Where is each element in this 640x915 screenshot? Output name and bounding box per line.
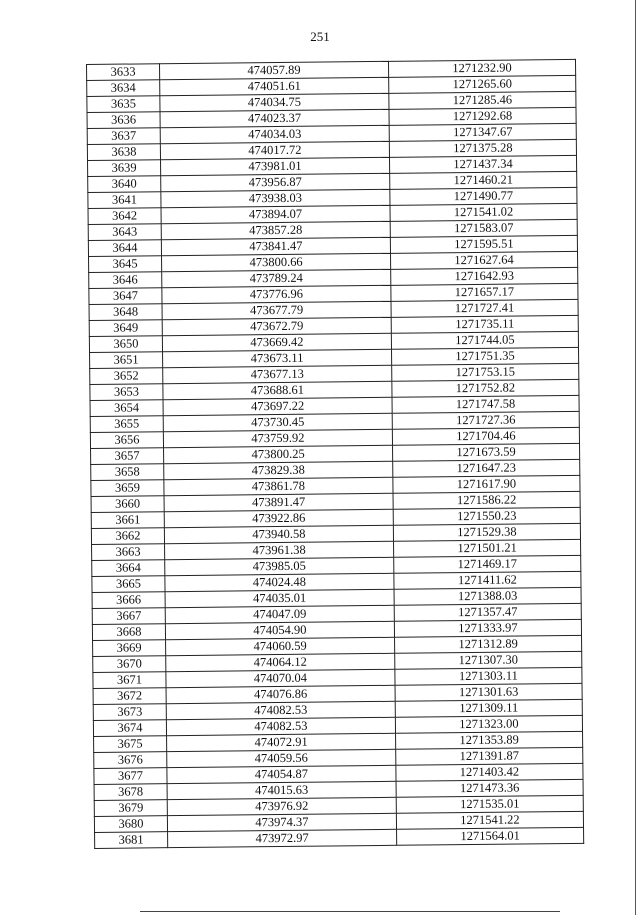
point-number-cell: 3655 — [90, 416, 163, 433]
y-coordinate-cell: 1271303.11 — [395, 667, 582, 685]
y-coordinate-cell: 1271403.42 — [396, 763, 583, 781]
x-coordinate-cell: 473972.97 — [168, 829, 397, 847]
y-coordinate-cell: 1271550.23 — [393, 507, 580, 525]
x-coordinate-cell: 473974.37 — [167, 813, 396, 831]
point-number-cell: 3661 — [91, 512, 164, 529]
point-number-cell: 3667 — [92, 608, 165, 625]
y-coordinate-cell: 1271437.34 — [389, 155, 576, 173]
point-number-cell: 3657 — [91, 448, 164, 465]
point-number-cell: 3659 — [91, 480, 164, 497]
point-number-cell: 3654 — [90, 400, 163, 417]
y-coordinate-cell: 1271388.03 — [394, 587, 581, 605]
point-number-cell: 3675 — [94, 736, 167, 753]
page-edge-line — [635, 0, 636, 915]
y-coordinate-cell: 1271564.01 — [397, 827, 584, 845]
point-number-cell: 3671 — [93, 672, 166, 689]
y-coordinate-cell: 1271751.35 — [392, 347, 579, 365]
x-coordinate-cell: 473688.61 — [163, 381, 392, 399]
x-coordinate-cell: 474072.91 — [167, 733, 396, 751]
point-number-cell: 3678 — [94, 784, 167, 801]
y-coordinate-cell: 1271307.30 — [395, 651, 582, 669]
x-coordinate-cell: 473891.47 — [164, 493, 393, 511]
point-number-cell: 3646 — [89, 272, 162, 289]
y-coordinate-cell: 1271753.15 — [392, 363, 579, 381]
y-coordinate-cell: 1271647.23 — [393, 459, 580, 477]
point-number-cell: 3648 — [89, 304, 162, 321]
x-coordinate-cell: 474064.12 — [166, 653, 395, 671]
y-coordinate-cell: 1271473.36 — [396, 779, 583, 797]
point-number-cell: 3658 — [91, 464, 164, 481]
point-number-cell: 3672 — [93, 688, 166, 705]
x-coordinate-cell: 474035.01 — [165, 589, 394, 607]
point-number-cell: 3639 — [88, 160, 161, 177]
y-coordinate-cell: 1271617.90 — [393, 475, 580, 493]
y-coordinate-cell: 1271292.68 — [389, 107, 576, 125]
y-coordinate-cell: 1271727.41 — [391, 299, 578, 317]
x-coordinate-cell: 473938.03 — [161, 189, 390, 207]
x-coordinate-cell: 474076.86 — [166, 685, 395, 703]
y-coordinate-cell: 1271347.67 — [389, 123, 576, 141]
y-coordinate-cell: 1271460.21 — [390, 171, 577, 189]
x-coordinate-cell: 474060.59 — [166, 637, 395, 655]
x-coordinate-cell: 474047.09 — [165, 605, 394, 623]
x-coordinate-cell: 473940.58 — [164, 525, 393, 543]
point-number-cell: 3638 — [87, 144, 160, 161]
x-coordinate-cell: 473697.22 — [163, 397, 392, 415]
point-number-cell: 3679 — [94, 800, 167, 817]
point-number-cell: 3680 — [94, 816, 167, 833]
y-coordinate-cell: 1271353.89 — [396, 731, 583, 749]
y-coordinate-cell: 1271411.62 — [394, 571, 581, 589]
point-number-cell: 3651 — [90, 352, 163, 369]
page-bottom-line — [140, 911, 560, 912]
x-coordinate-cell: 474051.61 — [160, 77, 389, 95]
point-number-cell: 3664 — [92, 560, 165, 577]
point-number-cell: 3645 — [89, 256, 162, 273]
point-number-cell: 3640 — [88, 176, 161, 193]
x-coordinate-cell: 473976.92 — [167, 797, 396, 815]
y-coordinate-cell: 1271747.58 — [392, 395, 579, 413]
y-coordinate-cell: 1271490.77 — [390, 187, 577, 205]
y-coordinate-cell: 1271752.82 — [392, 379, 579, 397]
x-coordinate-cell: 473800.25 — [164, 445, 393, 463]
point-number-cell: 3636 — [87, 112, 160, 129]
x-coordinate-cell: 474059.56 — [167, 749, 396, 767]
point-number-cell: 3633 — [87, 64, 160, 81]
y-coordinate-cell: 1271541.22 — [396, 811, 583, 829]
y-coordinate-cell: 1271541.02 — [390, 203, 577, 221]
point-number-cell: 3656 — [90, 432, 163, 449]
coordinate-table — [86, 59, 584, 849]
x-coordinate-cell: 473956.87 — [161, 173, 390, 191]
y-coordinate-cell: 1271501.21 — [394, 539, 581, 557]
y-coordinate-cell: 1271642.93 — [391, 267, 578, 285]
y-coordinate-cell: 1271535.01 — [396, 795, 583, 813]
x-coordinate-cell: 473829.38 — [164, 461, 393, 479]
y-coordinate-cell: 1271323.00 — [395, 715, 582, 733]
y-coordinate-cell: 1271232.90 — [388, 59, 575, 77]
y-coordinate-cell: 1271301.63 — [395, 683, 582, 701]
point-number-cell: 3637 — [87, 128, 160, 145]
x-coordinate-cell: 473981.01 — [161, 157, 390, 175]
y-coordinate-cell: 1271391.87 — [396, 747, 583, 765]
point-number-cell: 3673 — [93, 704, 166, 721]
point-number-cell: 3666 — [92, 592, 165, 609]
x-coordinate-cell: 473894.07 — [161, 205, 390, 223]
y-coordinate-cell: 1271529.38 — [393, 523, 580, 541]
y-coordinate-cell: 1271265.60 — [389, 75, 576, 93]
x-coordinate-cell: 473730.45 — [163, 413, 392, 431]
x-coordinate-cell: 473922.86 — [164, 509, 393, 527]
point-number-cell: 3653 — [90, 384, 163, 401]
y-coordinate-cell: 1271627.64 — [390, 251, 577, 269]
x-coordinate-cell: 473672.79 — [162, 317, 391, 335]
x-coordinate-cell: 473673.11 — [163, 349, 392, 367]
point-number-cell: 3644 — [88, 240, 161, 257]
x-coordinate-cell: 473841.47 — [161, 237, 390, 255]
y-coordinate-cell: 1271586.22 — [393, 491, 580, 509]
x-coordinate-cell: 474034.03 — [160, 125, 389, 143]
x-coordinate-cell: 474023.37 — [160, 109, 389, 127]
x-coordinate-cell: 474082.53 — [166, 701, 395, 719]
x-coordinate-cell: 474057.89 — [160, 61, 389, 79]
point-number-cell: 3634 — [87, 80, 160, 97]
x-coordinate-cell: 473677.79 — [162, 301, 391, 319]
point-number-cell: 3647 — [89, 288, 162, 305]
x-coordinate-cell: 474070.04 — [166, 669, 395, 687]
y-coordinate-cell: 1271673.59 — [393, 443, 580, 461]
point-number-cell: 3668 — [92, 624, 165, 641]
x-coordinate-cell: 474054.87 — [167, 765, 396, 783]
point-number-cell: 3665 — [92, 576, 165, 593]
point-number-cell: 3663 — [92, 544, 165, 561]
page-number: 251 — [310, 29, 330, 44]
x-coordinate-cell: 473857.28 — [161, 221, 390, 239]
point-number-cell: 3681 — [95, 832, 168, 849]
point-number-cell: 3670 — [93, 656, 166, 673]
point-number-cell: 3650 — [89, 336, 162, 353]
y-coordinate-cell: 1271583.07 — [390, 219, 577, 237]
point-number-cell: 3642 — [88, 208, 161, 225]
point-number-cell: 3643 — [88, 224, 161, 241]
point-number-cell: 3676 — [94, 752, 167, 769]
y-coordinate-cell: 1271309.11 — [395, 699, 582, 717]
y-coordinate-cell: 1271735.11 — [391, 315, 578, 333]
point-number-cell: 3662 — [91, 528, 164, 545]
x-coordinate-cell: 473677.13 — [163, 365, 392, 383]
point-number-cell: 3669 — [93, 640, 166, 657]
y-coordinate-cell: 1271357.47 — [394, 603, 581, 621]
y-coordinate-cell: 1271469.17 — [394, 555, 581, 573]
x-coordinate-cell: 474054.90 — [165, 621, 394, 639]
x-coordinate-cell: 473800.66 — [162, 253, 391, 271]
x-coordinate-cell: 474017.72 — [160, 141, 389, 159]
point-number-cell: 3649 — [89, 320, 162, 337]
x-coordinate-cell: 474034.75 — [160, 93, 389, 111]
point-number-cell: 3677 — [94, 768, 167, 785]
point-number-cell: 3652 — [90, 368, 163, 385]
y-coordinate-cell: 1271744.05 — [391, 331, 578, 349]
x-coordinate-cell: 474015.63 — [167, 781, 396, 799]
point-number-cell: 3660 — [91, 496, 164, 513]
y-coordinate-cell: 1271727.36 — [392, 411, 579, 429]
x-coordinate-cell: 473985.05 — [165, 557, 394, 575]
y-coordinate-cell: 1271333.97 — [394, 619, 581, 637]
point-number-cell: 3635 — [87, 96, 160, 113]
x-coordinate-cell: 473776.96 — [162, 285, 391, 303]
x-coordinate-cell: 473789.24 — [162, 269, 391, 287]
x-coordinate-cell: 474082.53 — [166, 717, 395, 735]
point-number-cell: 3674 — [93, 720, 166, 737]
y-coordinate-cell: 1271704.46 — [392, 427, 579, 445]
x-coordinate-cell: 473861.78 — [164, 477, 393, 495]
y-coordinate-cell: 1271595.51 — [390, 235, 577, 253]
x-coordinate-cell: 473961.38 — [165, 541, 394, 559]
x-coordinate-cell: 474024.48 — [165, 573, 394, 591]
y-coordinate-cell: 1271657.17 — [391, 283, 578, 301]
y-coordinate-cell: 1271375.28 — [389, 139, 576, 157]
x-coordinate-cell: 473669.42 — [162, 333, 391, 351]
coordinate-table-body — [87, 59, 584, 848]
y-coordinate-cell: 1271285.46 — [389, 91, 576, 109]
x-coordinate-cell: 473759.92 — [163, 429, 392, 447]
y-coordinate-cell: 1271312.89 — [395, 635, 582, 653]
point-number-cell: 3641 — [88, 192, 161, 209]
